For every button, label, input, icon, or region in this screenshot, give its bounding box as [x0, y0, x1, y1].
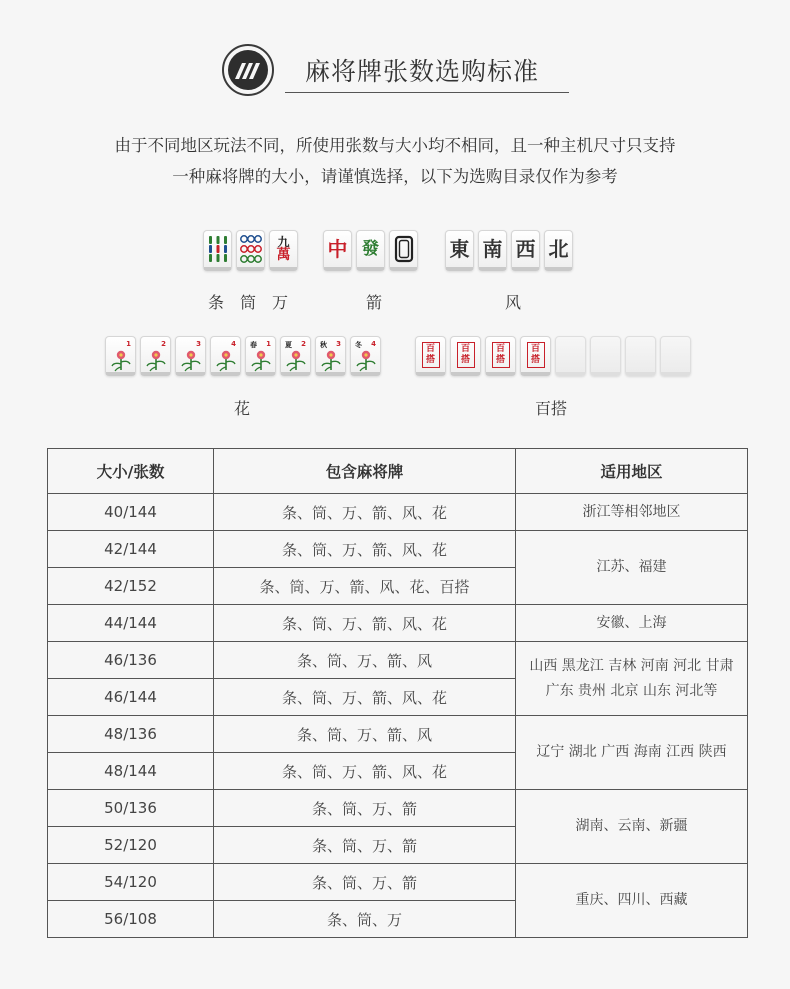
winds-caption: 风 [505, 293, 522, 312]
flower-tile [280, 336, 311, 376]
title-underline [285, 92, 569, 93]
intro-line-1: 由于不同地区玩法不同，所使用张数与大小均不相同，且一种主机尺寸只支持 [114, 136, 676, 155]
tiles-cell: 条、筒、万 [214, 901, 516, 938]
baida-frame: 百 搭 [457, 342, 475, 368]
wind-tiles [445, 230, 577, 271]
dots-tile [236, 230, 265, 271]
baida-tile [415, 336, 446, 376]
baida-tile [450, 336, 481, 376]
flower-number: 3 [336, 340, 341, 348]
region-line: 广东 贵州 北京 山东 河北等 [545, 682, 718, 699]
blank-tile [555, 336, 586, 376]
dots-icon [239, 234, 263, 264]
tiles-cell: 条、筒、万、箭 [214, 790, 516, 827]
dragons-caption: 箭 [366, 293, 383, 312]
baida-tile [520, 336, 551, 376]
wind-south-glyph: 南 [482, 237, 503, 261]
bamboo-tile [203, 230, 232, 271]
flower-number: 1 [126, 340, 131, 348]
flower-tile [315, 336, 346, 376]
flower-number: 1 [266, 340, 271, 348]
brand-logo [222, 44, 274, 96]
wind-east-glyph: 東 [449, 237, 470, 261]
size-cell: 48/136 [48, 716, 214, 753]
size-cell: 42/152 [48, 568, 214, 605]
tiles-cell: 条、筒、万、箭、风、花 [214, 679, 516, 716]
green-dragon-tile [356, 230, 385, 271]
region-cell [516, 642, 748, 716]
wind-west-glyph: 西 [515, 237, 536, 261]
tiles-cell: 条、筒、万、箭、风、花 [214, 753, 516, 790]
blank-tile [660, 336, 691, 376]
tiles-cell: 条、筒、万、箭 [214, 827, 516, 864]
baida-tile [485, 336, 516, 376]
flower-number: 3 [196, 340, 201, 348]
character-tile [269, 230, 298, 271]
tiles-cell: 条、筒、万、箭、风、花 [214, 605, 516, 642]
table-row [48, 790, 748, 827]
baida-caption: 百搭 [535, 399, 568, 418]
tiles-cell: 条、筒、万、箭 [214, 864, 516, 901]
flowers-caption: 花 [234, 399, 251, 418]
flower-tiles [105, 336, 385, 376]
white-dragon-tile [389, 230, 418, 271]
intro-line-2: 一种麻将牌的大小，请谨慎选择，以下为选购目录仅作为参考 [172, 167, 618, 186]
tiles-cell: 条、筒、万、箭、风 [214, 716, 516, 753]
size-cell: 46/136 [48, 642, 214, 679]
size-cell: 48/144 [48, 753, 214, 790]
table-row [48, 864, 748, 901]
spec-table [47, 448, 748, 938]
flower-tile [175, 336, 206, 376]
table-row [48, 494, 748, 531]
baida-frame: 百 搭 [422, 342, 440, 368]
size-cell: 54/120 [48, 864, 214, 901]
table-row [48, 716, 748, 753]
region-cell: 浙江等相邻地区 [516, 494, 748, 531]
region-cell: 湖南、云南、新疆 [516, 790, 748, 864]
flower-tile [140, 336, 171, 376]
page-title: 麻将牌张数选购标准 [305, 57, 540, 86]
logo-mark-icon [228, 50, 268, 90]
wind-tile-north [544, 230, 573, 271]
flower-number: 4 [371, 340, 376, 348]
tiles-cell: 条、筒、万、箭、风、花 [214, 494, 516, 531]
header-region: 适用地区 [516, 449, 748, 494]
wind-tile-south [478, 230, 507, 271]
flower-number: 2 [301, 340, 306, 348]
fa-glyph: 發 [362, 238, 379, 259]
white-dragon-frame-icon [394, 235, 414, 263]
baida-tiles [415, 336, 695, 376]
flower-tile [350, 336, 381, 376]
flower-season-char: 秋 [320, 341, 327, 349]
baida-frame: 百 搭 [527, 342, 545, 368]
region-cell: 辽宁 湖北 广西 海南 江西 陕西 [516, 716, 748, 790]
header-size: 大小/张数 [48, 449, 214, 494]
baida-frame: 百 搭 [492, 342, 510, 368]
intro-text [0, 130, 790, 192]
dragon-tiles [323, 230, 422, 271]
blank-tile [625, 336, 656, 376]
flower-tile [210, 336, 241, 376]
header [0, 38, 790, 108]
zhong-glyph: 中 [327, 237, 348, 261]
region-cell: 江苏、福建 [516, 531, 748, 605]
region-line: 山西 黑龙江 吉林 河南 河北 甘肃 [529, 657, 734, 674]
red-dragon-tile [323, 230, 352, 271]
size-cell: 42/144 [48, 531, 214, 568]
table-row [48, 531, 748, 568]
flower-season-char: 春 [250, 341, 257, 349]
size-cell: 56/108 [48, 901, 214, 938]
wan-char: 萬 [276, 247, 291, 263]
wind-north-glyph: 北 [548, 237, 569, 261]
size-cell: 50/136 [48, 790, 214, 827]
suits-caption: 条 筒 万 [208, 293, 289, 312]
wind-tile-west [511, 230, 540, 271]
flower-number: 2 [161, 340, 166, 348]
flower-number: 4 [231, 340, 236, 348]
tiles-cell: 条、筒、万、箭、风 [214, 642, 516, 679]
region-cell: 重庆、四川、西藏 [516, 864, 748, 938]
size-cell: 46/144 [48, 679, 214, 716]
flower-season-char: 夏 [285, 341, 292, 349]
flower-season-char: 冬 [355, 341, 362, 349]
table-header-row [48, 449, 748, 494]
header-tiles: 包含麻将牌 [214, 449, 516, 494]
size-cell: 40/144 [48, 494, 214, 531]
size-cell: 44/144 [48, 605, 214, 642]
tiles-cell: 条、筒、万、箭、风、花 [214, 531, 516, 568]
size-cell: 52/120 [48, 827, 214, 864]
tiles-cell: 条、筒、万、箭、风、花、百搭 [214, 568, 516, 605]
region-cell: 安徽、上海 [516, 605, 748, 642]
table-row [48, 642, 748, 679]
flower-tile [105, 336, 136, 376]
bamboo-icon [207, 234, 229, 264]
wan-number: 九 [277, 235, 290, 249]
blank-tile [590, 336, 621, 376]
wind-tile-east [445, 230, 474, 271]
flower-tile [245, 336, 276, 376]
table-row [48, 605, 748, 642]
suit-tiles [203, 230, 302, 271]
